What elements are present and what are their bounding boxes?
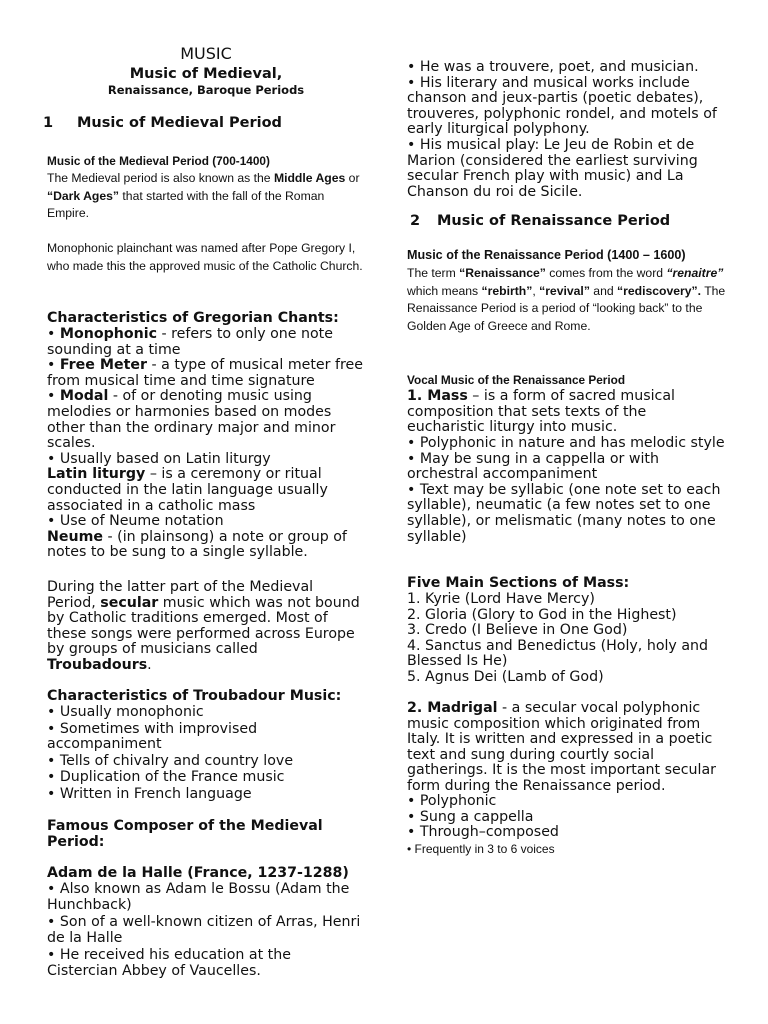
list-item: • Through–composed: [407, 824, 559, 841]
adam-heading: Adam de la Halle (France, 1237-1288): [47, 865, 349, 881]
list-item: 5. Agnus Dei (Lamb of God): [407, 668, 604, 685]
mass-sections-heading: Five Main Sections of Mass:: [407, 575, 630, 591]
list-item: • He received his education at the Cistercian Abbey of Vaucelles.: [47, 947, 291, 979]
list-item: • Duplication of the France music: [47, 769, 285, 786]
section-number: 1: [43, 115, 54, 131]
list-item: • Polyphonic: [407, 793, 497, 809]
mass-list: [407, 436, 727, 545]
secular-paragraph: During the latter part of the Medieval Period, secular music which was not bound by Catholic traditions emerged. Most of these songs were performed across Europe by groups of musicians called Troubadours.: [47, 579, 360, 673]
mass-definition: 1. Mass – is a form of sacred musical composition that sets texts of the eucharistic liturgy into music.: [407, 388, 675, 436]
list-item: • Free Meter - a type of musical meter free from musical time and time signature: [47, 357, 363, 389]
list-item: • Usually monophonic: [47, 704, 204, 720]
list-item: 3. Credo (I Believe in One God): [407, 622, 628, 639]
list-item: Neume - (in plainsong) a note or group of notes to be sung to a single syllable.: [47, 528, 347, 561]
list-item: • Also known as Adam le Bossu (Adam the Hunchback): [47, 881, 350, 913]
list-item: 2. Gloria (Glory to God in the Highest): [407, 606, 677, 623]
vocal-heading: Vocal Music of the Renaissance Period: [407, 373, 626, 387]
section-number: 2: [410, 213, 421, 229]
gregorian-list: [47, 327, 365, 561]
list-item: • Use of Neume notation: [47, 513, 224, 530]
list-item: • Sometimes with improvised accompaniment: [47, 720, 258, 753]
composer-heading: Famous Composer of the Medieval Period:: [47, 818, 323, 850]
madrigal-last-item: • Frequently in 3 to 6 voices: [407, 842, 555, 856]
troubadour-heading: Characteristics of Troubadour Music:: [47, 688, 342, 704]
renaissance-heading: Music of the Renaissance Period (1400 – 1600): [407, 248, 686, 262]
page-subtitle: Music of Medieval,: [129, 66, 283, 82]
list-item: 1. Kyrie (Lord Have Mercy): [407, 591, 595, 607]
list-item: • Usually based on Latin liturgy: [47, 450, 271, 467]
list-item: • May be sung in a cappella or with orchestral accompaniment: [407, 450, 659, 483]
section-2-heading: [407, 213, 727, 233]
list-item: • Text may be syllabic (one note set to each syllable), neumatic (a few notes set to one syllable), or melismatic (many notes to one syllable): [407, 481, 721, 545]
page-title: MUSIC: [180, 44, 232, 63]
list-item: 4. Sanctus and Benedictus (Holy, holy and Blessed Is He): [407, 637, 709, 670]
medieval-heading: Music of the Medieval Period (700-1400): [47, 154, 270, 168]
list-item: • Tells of chivalry and country love: [47, 752, 294, 769]
gregorian-heading: Characteristics of Gregorian Chants:: [47, 310, 339, 326]
renaissance-paragraph: The term “Renaissance” comes from the word “renaitre” which means “rebirth”, “revival” and “rediscovery”. The Renaissance Period is a period of “looking back” to the Golden Age of Greece and Rome.: [407, 266, 726, 333]
troubadour-list: [47, 705, 365, 803]
list-item: • Written in French language: [47, 785, 252, 802]
adam-continued: • He was a trouvere, poet, and musician. • His literary and musical works include chanson and jeux-partis (poetic debates), trouveres, polyphonic rondel, and motels of early liturgical polyphony. • His musical play: Le Jeu de Robin et de Marion (considered the earliest surviving secular French play with music) and La Chanson du roi de Sicile.: [407, 59, 717, 200]
medieval-paragraph: The Medieval period is also known as the Middle Ages or “Dark Ages” that started with the fall of the Roman Empire.: [47, 171, 360, 220]
mass-sections-list: [407, 592, 727, 686]
list-item: • Polyphonic in nature and has melodic style: [407, 435, 725, 451]
page-subtitle-2: Renaissance, Baroque Periods: [107, 83, 305, 97]
madrigal-list: [407, 794, 727, 841]
plainchant-paragraph: Monophonic plainchant was named after Pope Gregory I, who made this the approved music of the Catholic Church.: [47, 241, 363, 273]
section-1-heading: [43, 115, 365, 135]
list-item: Latin liturgy – is a ceremony or ritual conducted in the latin language usually associated in a catholic mass: [47, 466, 328, 514]
section-title: Music of Medieval Period: [77, 115, 282, 131]
list-item: • Monophonic - refers to only one note sounding at a time: [47, 326, 333, 358]
list-item: • Modal - of or denoting music using melodies or harmonies based on modes other than the ordinary major and minor scales.: [47, 388, 336, 452]
adam-list: [47, 882, 365, 980]
list-item: • Sung a cappella: [407, 808, 534, 825]
madrigal-definition: 2. Madrigal - a secular vocal polyphonic music composition which originated from Italy. It is written and expressed in a poetic text and sung during courtly social gatherings. It is the most important secular form during the Renaissance period.: [407, 700, 717, 794]
section-title: Music of Renaissance Period: [437, 213, 671, 229]
list-item: • Son of a well-known citizen of Arras, Henri de la Halle: [47, 914, 361, 946]
